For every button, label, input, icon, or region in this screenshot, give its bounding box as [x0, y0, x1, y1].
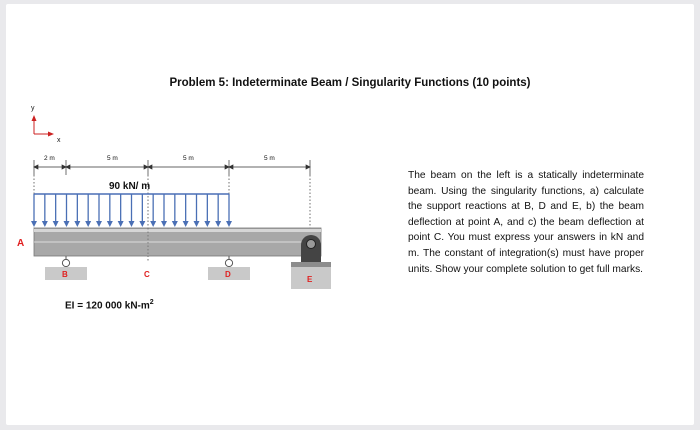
load-arrowhead-icon	[31, 221, 37, 227]
load-arrowhead-icon	[150, 221, 156, 227]
load-arrowhead-icon	[204, 221, 210, 227]
load-arrowhead-icon	[194, 221, 200, 227]
distributed-load-label: 90 kN/ m	[109, 181, 151, 192]
load-arrowhead-icon	[118, 221, 124, 227]
distributed-load	[31, 194, 232, 227]
problem-title: Problem 5: Indeterminate Beam / Singularity Functions (10 points)	[169, 77, 531, 89]
support-d-label: D	[225, 270, 231, 279]
y-axis-label: y	[31, 105, 35, 112]
y-axis-arrow-icon	[32, 115, 37, 121]
support-b-label: B	[62, 270, 68, 279]
support-e-label: E	[307, 275, 313, 284]
dimension-label-cd: 5 m	[183, 155, 194, 162]
dimension-label-bc: 5 m	[107, 155, 118, 162]
load-arrowhead-icon	[85, 221, 91, 227]
x-axis-arrow-icon	[48, 132, 54, 137]
load-arrowhead-icon	[172, 221, 178, 227]
dimension-label-ab: 2 m	[44, 155, 55, 162]
load-arrowhead-icon	[215, 221, 221, 227]
load-arrowhead-icon	[64, 221, 70, 227]
load-arrowhead-icon	[226, 221, 232, 227]
load-arrowhead-icon	[107, 221, 113, 227]
load-arrowhead-icon	[53, 221, 59, 227]
coordinate-axes	[31, 105, 61, 144]
flexural-rigidity-exponent: 2	[149, 299, 154, 306]
load-arrowhead-icon	[183, 221, 189, 227]
flexural-rigidity-value: EI = 120 000 kN-m	[65, 300, 150, 312]
load-arrowhead-icon	[74, 221, 80, 227]
flexural-rigidity	[65, 299, 154, 311]
load-arrowhead-icon	[96, 221, 102, 227]
load-arrowhead-icon	[129, 221, 135, 227]
beam	[34, 228, 321, 256]
point-a-label: A	[17, 238, 25, 249]
load-arrowhead-icon	[42, 221, 48, 227]
problem-description: The beam on the left is a statically indeterminate beam. Using the singularity functions, a) calculate the support reactions at B, D and E, b) the beam deflection at point A, and c) the beam deflection at point C. You must express your answers in kN and m. The constant of integration(s) must have proper units. Show your complete solution to get full marks.	[408, 170, 644, 275]
dimension-label-de: 5 m	[264, 155, 275, 162]
point-c-label: C	[144, 270, 150, 279]
load-arrowhead-icon	[161, 221, 167, 227]
x-axis-label: x	[57, 137, 61, 144]
load-arrowhead-icon	[139, 221, 145, 227]
